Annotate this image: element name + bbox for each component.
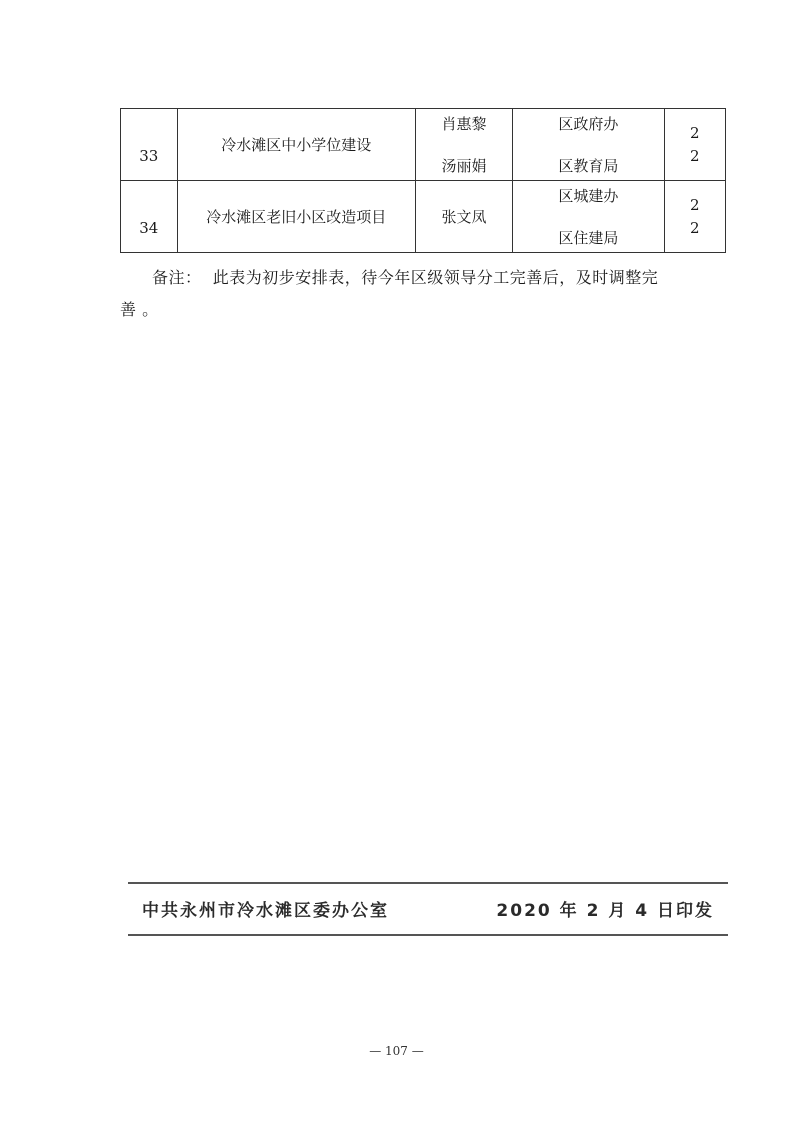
count-value: 2 <box>690 124 700 142</box>
issue-date: 2020 年 2 月 4 日印发 <box>496 901 714 921</box>
row-number: 33 <box>121 109 178 181</box>
project-name: 冷水滩区老旧小区改造项目 <box>177 181 415 253</box>
count-cell <box>664 109 725 181</box>
page-number: — 107 — <box>369 1044 424 1058</box>
leader-name: 肖惠黎 <box>441 114 487 133</box>
count-value: 2 <box>690 196 700 214</box>
table-row <box>121 109 726 181</box>
count-cell <box>664 181 725 253</box>
remark-text: 此表为初步安排表，待今年区级领导分工完善后，及时调整完 <box>212 268 659 287</box>
unit-name: 区政府办 <box>558 114 619 133</box>
count-value: 2 <box>690 219 700 237</box>
leader-name: 汤丽娟 <box>441 156 487 175</box>
remark-label: 备注： <box>152 268 202 287</box>
row-number: 34 <box>121 181 178 253</box>
project-name: 冷水滩区中小学位建设 <box>177 109 415 181</box>
remark-text-continued: 善 。 <box>120 300 159 319</box>
count-value: 2 <box>690 147 700 165</box>
unit-name: 区教育局 <box>558 156 619 175</box>
unit-cell <box>513 109 664 181</box>
unit-name: 区住建局 <box>558 228 619 247</box>
assignment-table <box>120 108 726 253</box>
issuance-footer <box>128 882 728 936</box>
unit-name: 区城建办 <box>558 186 619 205</box>
table-row <box>121 181 726 253</box>
issuing-office: 中共永州市冷水滩区委办公室 <box>142 901 389 921</box>
leader-name: 张文凤 <box>416 181 513 253</box>
unit-cell <box>513 181 664 253</box>
remark-paragraph <box>120 262 726 326</box>
leader-cell <box>416 109 513 181</box>
